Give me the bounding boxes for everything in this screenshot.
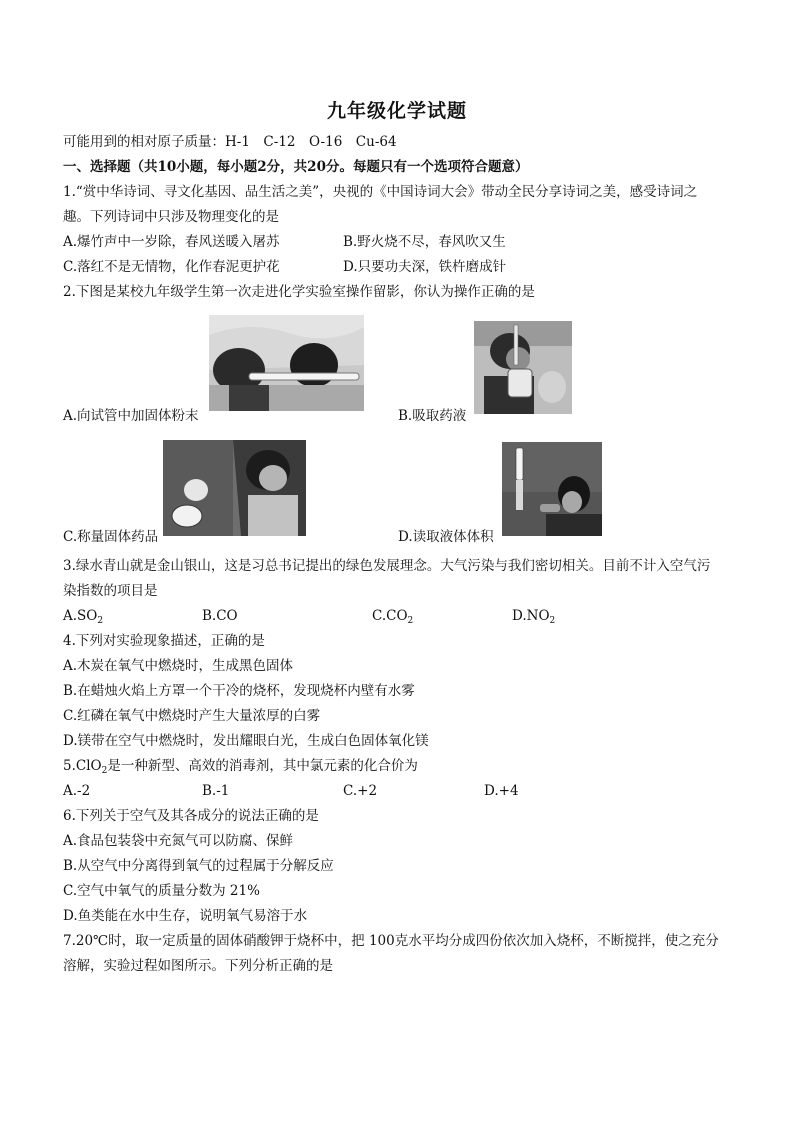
q5-stem: 5.ClO$_2$是一种新型、高效的消毒剂，其中氯元素的化合价为 [63,758,418,776]
section-heading: 一、选择题（共10小题，每小题2分，共20分。每题只有一个选项符合题意） [63,159,529,175]
q4-stem: 4.下列对实验现象描述，正确的是 [63,633,265,649]
q1-option-a: A.爆竹声中一岁除，春风送暖入屠苏 [63,234,280,250]
q4-option-c: C.红磷在氧气中燃烧时产生大量浓厚的白雾 [63,708,321,724]
q3-option-a: $A.SO_2$ [63,608,104,626]
q6-option-d: D.鱼类能在水中生存，说明氧气易溶于水 [63,908,308,924]
photo-weigh-solid [163,440,306,536]
q4-option-a: A.木炭在氧气中燃烧时，生成黑色固体 [63,658,294,674]
q2-stem: 2.下图是某校九年级学生第一次走进化学实验室操作留影，你认为操作正确的是 [63,284,535,300]
q3-option-c: $C.CO_2$ [372,608,414,626]
q4-option-b: B.在蜡烛火焰上方罩一个干冷的烧杯，发现烧杯内壁有水雾 [63,683,415,699]
q5-option-a: A.-2 [63,783,91,799]
q6-option-a: A.食品包装袋中充氮气可以防腐、保鲜 [63,833,294,849]
q7-stem-line2: 溶解，实验过程如图所示。下列分析正确的是 [63,958,333,974]
q7-stem-line1: 7.20℃时，取一定质量的固体硝酸钾于烧杯中，把 100克水平均分成四份依次加入烧杯，不断搅拌，使之充分 [63,933,719,949]
q1-option-c: C.落红不是无情物，化作春泥更护花 [63,259,280,275]
q1-option-b: B.野火烧不尽，春风吹又生 [343,234,506,250]
page-title: 九年级化学试题 [326,100,467,122]
q4-option-d: D.镁带在空气中燃烧时，发出耀眼白光，生成白色固体氧化镁 [63,733,429,749]
photo-add-powder [209,315,364,411]
q1-stem-line2: 趣。下列诗词中只涉及物理变化的是 [63,209,279,225]
q6-stem: 6.下列关于空气及其各成分的说法正确的是 [63,808,319,824]
q1-option-d: D.只要功夫深，铁杵磨成针 [343,259,507,275]
q6-option-c: C.空气中氧气的质量分数为 21% [63,883,260,899]
q3-option-b: B.CO [202,608,238,624]
q5-option-c: C.+2 [343,783,378,799]
q3-stem-line2: 染指数的项目是 [63,583,158,599]
q5-option-b: B.-1 [202,783,230,799]
q1-stem-line1: 1.“赏中华诗词、寻文化基因、品生活之美”，央视的《中国诗词大会》带动全民分享诗词之美，感受诗词之 [63,184,698,200]
atomic-masses-line: 可能用到的相对原子质量：H-1 C-12 O-16 Cu-64 [63,134,397,150]
q5-option-d: D.+4 [484,783,519,799]
photo-read-volume [502,442,602,536]
photo-draw-liquid [474,321,572,414]
q2-option-d: D.读取液体体积 [398,529,494,545]
q6-option-b: B.从空气中分离得到氧气的过程属于分解反应 [63,858,334,874]
q3-option-d: $D.NO_2$ [512,608,556,626]
q2-option-a: A.向试管中加固体粉末 [63,408,199,424]
q2-option-b: B.吸取药液 [398,408,467,424]
q3-stem-line1: 3.绿水青山就是金山银山，这是习总书记提出的绿色发展理念。大气污染与我们密切相关。目前不计入空气污 [63,558,711,574]
q2-option-c: C.称量固体药品 [63,529,159,545]
